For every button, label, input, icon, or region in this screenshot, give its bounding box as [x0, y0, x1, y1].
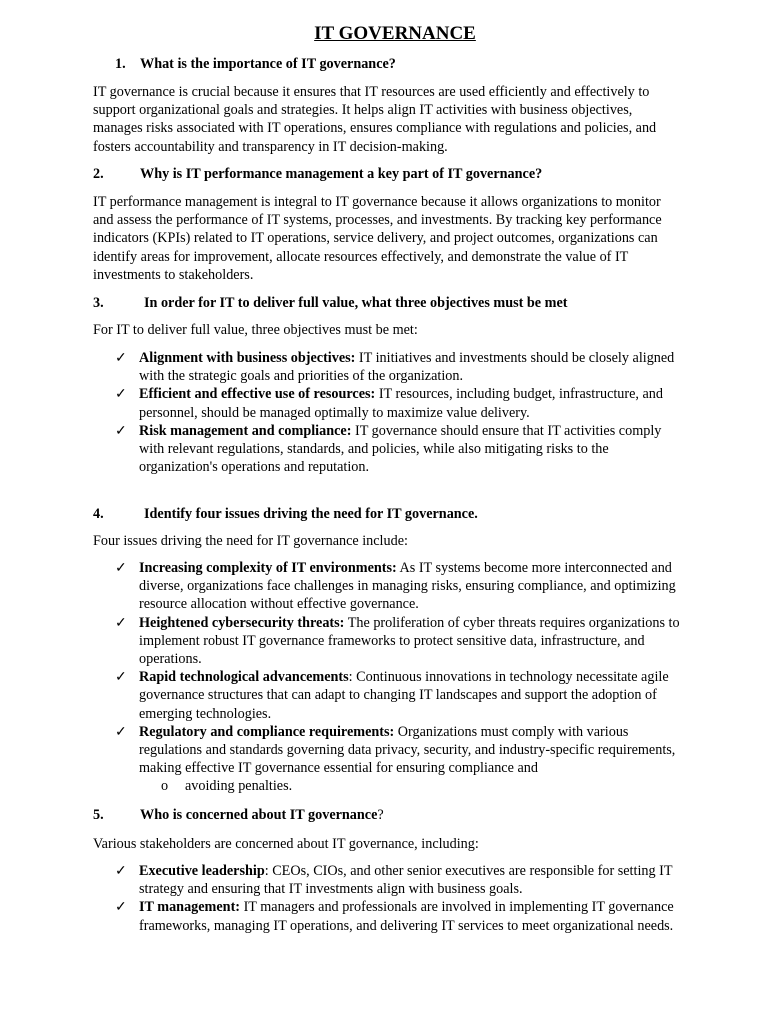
- intro-text: For IT to deliver full value, three objectives must be met:: [93, 322, 418, 338]
- item-term: Alignment with business objectives:: [139, 350, 356, 366]
- intro-text: Various stakeholders are concerned about IT governance, including:: [93, 836, 479, 852]
- list-item: [93, 385, 683, 421]
- item-term: IT management:: [139, 899, 241, 916]
- check-icon: ✓: [115, 422, 127, 439]
- item-text: IT governance should ensure that IT activities comply with relevant regulations, standards, and policies, while also mitigating risks to the organization's operations and reputation.: [139, 422, 662, 476]
- item-term: Increasing complexity of IT environments:: [139, 560, 397, 576]
- bullet-circle-icon: o: [161, 778, 169, 795]
- item-term: Regulatory and compliance requirements:: [139, 723, 395, 740]
- answer-1: [93, 83, 683, 156]
- page-title: IT GOVERNANCE: [314, 23, 476, 44]
- check-icon: ✓: [115, 614, 127, 631]
- check-icon: ✓: [115, 863, 127, 879]
- item-text: As IT systems become more interconnected and diverse, organizations face challenges in managing risks, ensuring compliance, and optimizing resource allocation without effective governance.: [139, 560, 676, 613]
- check-icon: ✓: [115, 386, 127, 403]
- item-text: The proliferation of cyber threats requires organizations to implement robust IT governance frameworks to protect sensitive data, infrastructure, and operations.: [139, 614, 680, 668]
- answer-text: IT performance management is integral to IT governance because it allows organizations to monitor and assess the performance of IT systems, processes, and investments. By tracking key performance indicators (KPIs) related to IT operations, service delivery, and project outcomes, organizations can identify areas for improvement, allocate resources effectively, and demonstrate the value of IT investments to stakeholders.: [93, 194, 662, 283]
- question-1: [93, 55, 683, 73]
- check-icon: ✓: [115, 560, 127, 576]
- question-4: [93, 505, 683, 523]
- question-text: Why is IT performance management a key part of IT governance?: [140, 166, 543, 182]
- question-number: 1.: [115, 56, 126, 72]
- list-item: [93, 614, 683, 669]
- item-text: IT managers and professionals are involved in implementing IT governance frameworks, managing IT operations, and delivering IT services to meet organizational needs.: [139, 899, 674, 934]
- intro-text: Four issues driving the need for IT governance include:: [93, 533, 408, 549]
- question-text: Who is concerned about IT governance: [140, 807, 378, 823]
- answer-2: [93, 193, 683, 284]
- stakeholders-list: [93, 862, 683, 935]
- question-3: [93, 294, 683, 312]
- sub-list-item: [93, 777, 683, 795]
- item-term: Efficient and effective use of resources:: [139, 386, 376, 403]
- question-number: 3.: [93, 295, 104, 311]
- check-icon: ✓: [115, 669, 127, 686]
- question-text: In order for IT to deliver full value, what three objectives must be met: [144, 295, 568, 311]
- intro-4: [93, 532, 683, 550]
- item-text: Organizations must comply with various regulations and standards governing data privacy, security, and industry-specific requirements, making effective IT governance essential for ensuring compliance and: [139, 723, 676, 777]
- answer-text: IT governance is crucial because it ensures that IT resources are used efficiently and effectively to support organizational goals and strategies. It helps align IT activities with business objectives, manages risks associated with IT operations, ensures compliance with regulations and policies, and fosters accountability and transparency in IT decision-making.: [93, 84, 657, 155]
- list-item: [93, 349, 683, 385]
- list-item: [93, 422, 683, 477]
- question-number: 5.: [93, 807, 104, 823]
- item-text: : CEOs, CIOs, and other senior executives are responsible for setting IT strategy and ensuring that IT investments align with business goals.: [139, 863, 673, 898]
- question-number: 4.: [93, 506, 104, 522]
- item-text: : Continuous innovations in technology necessitate agile governance structures that can adapt to changing IT landscapes and support the adoption of emerging technologies.: [139, 669, 669, 722]
- list-item: [93, 898, 683, 934]
- list-item: [93, 559, 683, 614]
- question-5: [93, 806, 683, 824]
- intro-5: [93, 835, 683, 853]
- question-text: Identify four issues driving the need for IT governance.: [144, 506, 478, 522]
- question-2: [93, 165, 683, 183]
- check-icon: ✓: [115, 350, 127, 366]
- item-text: IT initiatives and investments should be closely aligned with the strategic goals and priorities of the organization.: [139, 350, 675, 385]
- list-item: [93, 723, 683, 778]
- item-term: Rapid technological advancements: [139, 669, 349, 686]
- issues-list: [93, 559, 683, 796]
- question-number: 2.: [93, 166, 104, 182]
- check-icon: ✓: [115, 899, 127, 916]
- intro-3: [93, 321, 683, 339]
- question-mark: ?: [377, 807, 384, 823]
- item-term: Heightened cybersecurity threats:: [139, 614, 345, 631]
- sub-item-text: avoiding penalties.: [185, 778, 293, 795]
- item-text: IT resources, including budget, infrastructure, and personnel, should be managed optimally to maximize value delivery.: [139, 386, 663, 421]
- item-term: Executive leadership: [139, 863, 265, 879]
- item-term: Risk management and compliance:: [139, 422, 352, 439]
- objectives-list: [93, 349, 683, 476]
- check-icon: ✓: [115, 723, 127, 740]
- list-item: [93, 668, 683, 723]
- question-text: What is the importance of IT governance?: [140, 56, 396, 72]
- list-item: [93, 862, 683, 898]
